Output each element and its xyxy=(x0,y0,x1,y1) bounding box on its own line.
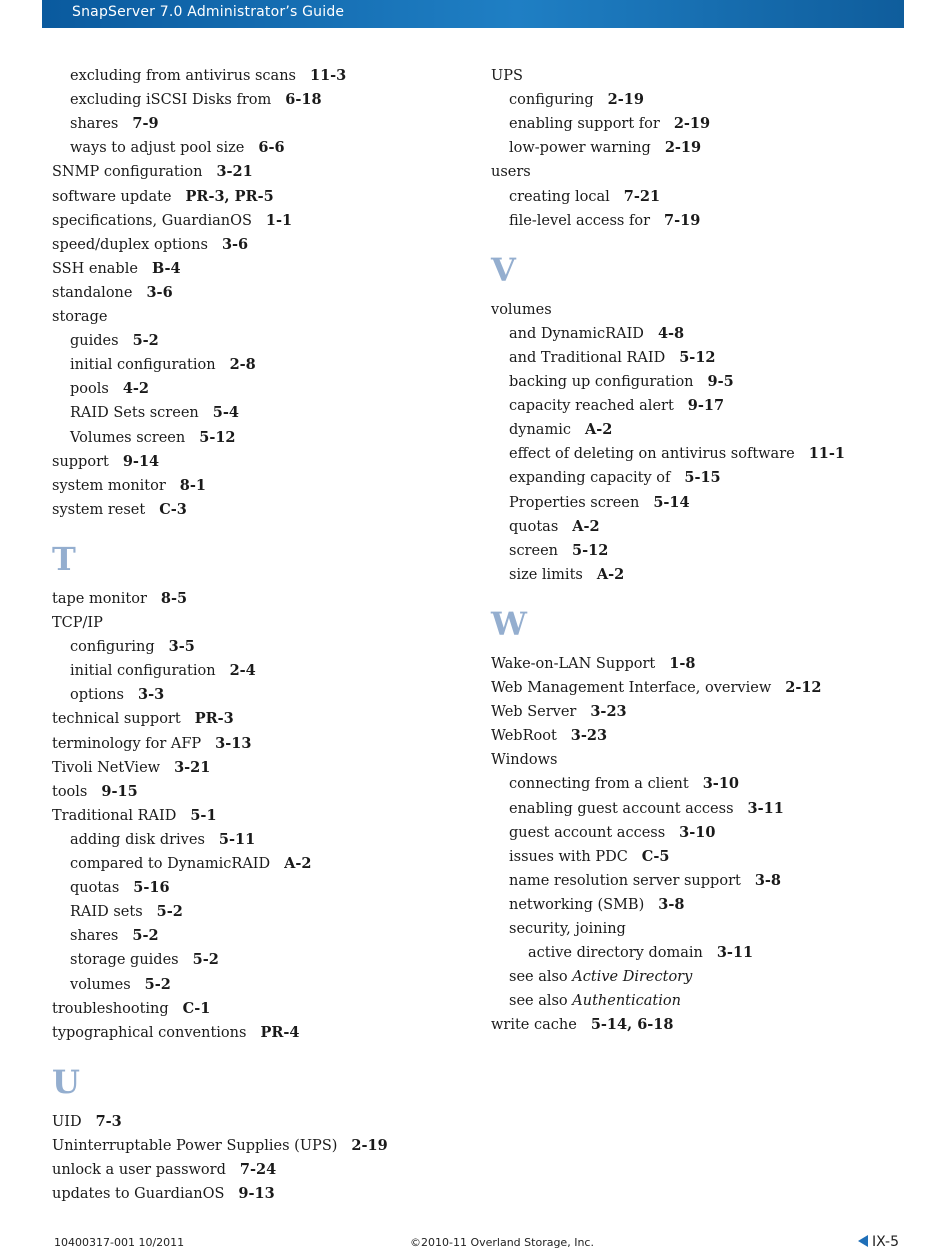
index-entry xyxy=(70,903,183,921)
index-term: tape monitor xyxy=(52,590,147,607)
page-reference[interactable]: PR-3, PR-5 xyxy=(185,187,274,205)
index-term: storage guides xyxy=(70,952,179,969)
index-entry xyxy=(70,831,255,849)
index-entry xyxy=(509,848,669,866)
index-term: ways to adjust pool size xyxy=(70,140,245,157)
index-entry xyxy=(491,727,607,745)
index-term: excluding from antivirus scans xyxy=(70,68,296,84)
page-reference[interactable]: 6-18 xyxy=(285,91,322,109)
index-term: speed/duplex options xyxy=(52,236,208,253)
page-reference[interactable]: 3-10 xyxy=(679,823,716,841)
index-entry xyxy=(509,349,716,367)
footer-doc-number: 10400317-001 10/2011 xyxy=(54,1236,185,1249)
index-entry xyxy=(509,542,608,560)
index-term: Windows xyxy=(491,752,558,769)
index-entry xyxy=(509,188,660,206)
index-term: technical support xyxy=(52,711,181,728)
page-reference[interactable]: 5-14 xyxy=(653,493,690,511)
page-reference[interactable]: 9-15 xyxy=(101,782,138,800)
index-entry xyxy=(509,824,715,842)
index-term: Volumes screen xyxy=(70,429,186,446)
index-term: size limits xyxy=(509,566,583,583)
page-reference[interactable]: 5-2 xyxy=(192,951,219,969)
index-entry xyxy=(52,710,234,728)
index-term: UPS xyxy=(491,68,523,84)
index-entry xyxy=(70,404,239,422)
page-reference[interactable]: 6-6 xyxy=(258,139,285,157)
index-term: excluding iSCSI Disks from xyxy=(70,92,272,109)
footer-page xyxy=(858,1234,899,1250)
index-entry xyxy=(52,260,181,278)
index-entry xyxy=(52,236,248,254)
index-term: pools xyxy=(70,381,109,398)
index-term: WebRoot xyxy=(491,728,557,745)
index-term: screen xyxy=(509,542,558,559)
index-entry xyxy=(509,469,721,487)
page-reference[interactable]: 2-8 xyxy=(229,356,256,374)
index-entry xyxy=(52,453,159,471)
page-reference[interactable]: A-2 xyxy=(596,565,625,583)
index-entry xyxy=(491,67,523,85)
index-term: unlock a user password xyxy=(52,1162,226,1178)
index-term: low-power warning xyxy=(509,140,651,157)
index-entry xyxy=(70,67,346,85)
page-reference[interactable]: 5-12 xyxy=(572,541,609,559)
page-reference[interactable]: 5-11 xyxy=(218,830,256,848)
page-reference[interactable]: 3-8 xyxy=(658,895,685,913)
page-reference[interactable]: 5-15 xyxy=(684,469,721,487)
index-entry xyxy=(509,800,784,818)
index-term: shares xyxy=(70,116,119,133)
header-bar xyxy=(42,0,904,28)
index-term: initial configuration xyxy=(70,357,216,374)
index-term: and Traditional RAID xyxy=(509,349,666,366)
index-term: Properties screen xyxy=(509,494,640,511)
page-reference[interactable]: 4-2 xyxy=(122,380,150,398)
index-term: creating local xyxy=(509,188,610,205)
index-entry xyxy=(70,429,236,447)
index-term: RAID sets xyxy=(70,904,143,921)
index-entry xyxy=(52,735,251,753)
section-letter: V xyxy=(491,250,516,289)
index-term: see also xyxy=(509,969,568,986)
page-reference[interactable]: A-2 xyxy=(572,517,600,535)
index-term: Wake-on-LAN Support xyxy=(491,655,656,672)
index-term: troubleshooting xyxy=(52,1000,169,1017)
page-reference[interactable]: 3-8 xyxy=(754,871,782,889)
index-term: users xyxy=(491,164,531,181)
index-term: initial configuration xyxy=(70,663,216,680)
index-term: quotas xyxy=(509,518,559,535)
page-reference[interactable]: 9-5 xyxy=(707,373,734,390)
page-reference[interactable]: 3-6 xyxy=(146,283,173,301)
index-entry xyxy=(70,879,170,897)
index-entry xyxy=(528,944,753,962)
page-reference[interactable]: 2-19 xyxy=(673,115,711,133)
index-entry xyxy=(509,566,624,584)
index-entry xyxy=(52,188,274,206)
page-reference[interactable]: 3-11 xyxy=(716,944,754,962)
index-entry xyxy=(52,783,138,801)
index-entry xyxy=(509,920,626,938)
index-term: configuring xyxy=(70,639,155,656)
page-reference[interactable]: B-4 xyxy=(151,259,181,277)
index-entry xyxy=(491,163,531,181)
index-entry xyxy=(509,518,600,536)
page-reference[interactable]: 3-21 xyxy=(216,163,253,181)
index-entry xyxy=(70,91,322,109)
index-term: issues with PDC xyxy=(509,848,628,865)
page-reference[interactable]: A-2 xyxy=(284,855,312,872)
page-reference[interactable]: 4-8 xyxy=(657,324,685,342)
index-entry xyxy=(52,477,206,495)
header-title: SnapServer 7.0 Administrator’s Guide xyxy=(72,4,345,20)
page-reference[interactable]: PR-3 xyxy=(194,710,234,728)
index-term: networking (SMB) xyxy=(509,896,645,913)
index-entry xyxy=(509,775,739,793)
page-reference[interactable]: 2-19 xyxy=(351,1136,388,1154)
index-entry xyxy=(509,115,710,133)
page-reference[interactable]: 5-1 xyxy=(190,806,217,824)
index-term: system reset xyxy=(52,501,146,518)
page-reference[interactable]: 3-10 xyxy=(702,775,740,793)
index-entry xyxy=(52,759,210,777)
index-entry xyxy=(491,751,558,769)
page-reference[interactable]: 3-13 xyxy=(215,734,252,752)
section-letter: U xyxy=(52,1062,80,1101)
index-term: storage xyxy=(52,309,108,325)
index-term: volumes xyxy=(491,301,552,318)
index-term: adding disk drives xyxy=(70,831,205,848)
index-term: Traditional RAID xyxy=(52,807,177,824)
index-entry xyxy=(70,332,159,350)
index-entry xyxy=(52,284,173,302)
index-entry xyxy=(509,968,692,986)
index-term: terminology for AFP xyxy=(52,735,202,752)
page-reference[interactable]: 5-2 xyxy=(144,975,171,993)
index-term: dynamic xyxy=(509,422,571,439)
page-reference[interactable]: 5-12 xyxy=(199,428,236,446)
index-entry xyxy=(70,139,285,157)
index-entry xyxy=(491,301,552,319)
index-entry xyxy=(70,115,159,133)
index-entry xyxy=(52,212,292,230)
index-entry xyxy=(70,976,171,994)
index-entry xyxy=(52,1113,122,1131)
index-entry xyxy=(509,896,684,914)
index-term: enabling support for xyxy=(509,116,660,133)
index-term: configuring xyxy=(509,92,594,109)
index-entry xyxy=(70,927,159,945)
index-term: volumes xyxy=(70,976,131,993)
index-term: capacity reached alert xyxy=(509,398,674,415)
index-entry xyxy=(52,614,103,632)
index-term: support xyxy=(52,453,109,470)
index-entry xyxy=(70,686,164,704)
page-reference[interactable]: A-2 xyxy=(584,421,613,439)
index-term: file-level access for xyxy=(509,212,651,229)
index-term: see also xyxy=(509,993,568,1010)
index-entry xyxy=(70,638,195,656)
page-reference[interactable]: 7-21 xyxy=(623,187,661,205)
page-reference[interactable]: 1-1 xyxy=(265,211,293,229)
index-term: guides xyxy=(70,333,119,350)
see-also-term: Authentication xyxy=(572,993,681,1010)
page-reference[interactable]: 3-6 xyxy=(221,235,249,253)
index-term: software update xyxy=(52,188,172,205)
page-reference[interactable]: 7-24 xyxy=(239,1161,277,1178)
index-term: quotas xyxy=(70,880,120,897)
index-entry xyxy=(491,679,822,697)
page-reference[interactable]: 7-9 xyxy=(132,115,159,133)
index-term: guest account access xyxy=(509,824,666,841)
index-term: TCP/IP xyxy=(52,615,103,631)
index-entry xyxy=(509,91,644,109)
index-entry xyxy=(52,807,217,825)
index-term: connecting from a client xyxy=(509,776,689,793)
index-entry xyxy=(509,445,845,463)
page-reference[interactable]: 5-2 xyxy=(156,903,183,921)
page-reference[interactable]: 5-12 xyxy=(679,348,716,366)
page-reference[interactable]: 11-1 xyxy=(808,445,846,463)
page-reference[interactable]: 5-16 xyxy=(133,879,170,897)
index-term: security, joining xyxy=(509,921,626,937)
index-term: enabling guest account access xyxy=(509,800,734,817)
index-term: UID xyxy=(52,1113,82,1130)
index-entry xyxy=(491,655,695,673)
index-term: Tivoli NetView xyxy=(52,759,161,776)
page-reference[interactable]: 2-19 xyxy=(664,139,702,157)
page-reference[interactable]: 8-1 xyxy=(179,476,206,494)
index-entry xyxy=(509,872,781,890)
index-entry xyxy=(52,501,187,519)
page-reference[interactable]: 9-14 xyxy=(122,452,160,470)
index-term: Web Server xyxy=(491,704,577,721)
index-term: compared to DynamicRAID xyxy=(70,856,271,872)
page-reference[interactable]: 5-2 xyxy=(132,927,159,945)
index-entry xyxy=(52,1185,275,1203)
index-term: typographical conventions xyxy=(52,1024,247,1041)
index-entry xyxy=(52,308,107,326)
index-entry xyxy=(52,1137,388,1155)
index-term: specifications, GuardianOS xyxy=(52,212,252,229)
page-reference[interactable]: 2-12 xyxy=(785,679,822,696)
page-reference[interactable]: 2-4 xyxy=(229,662,256,680)
page-reference[interactable]: 9-17 xyxy=(687,397,725,415)
index-entry xyxy=(52,1000,210,1018)
index-entry xyxy=(509,494,690,512)
index-entry xyxy=(509,139,701,157)
index-term: tools xyxy=(52,783,88,800)
triangle-left-icon xyxy=(858,1235,868,1247)
index-term: name resolution server support xyxy=(509,872,741,889)
index-term: Uninterruptable Power Supplies (UPS) xyxy=(52,1137,338,1154)
page-reference[interactable]: C-1 xyxy=(182,999,211,1017)
index-entry xyxy=(509,325,684,343)
page-reference[interactable]: 7-3 xyxy=(95,1112,122,1130)
page-reference[interactable]: 3-23 xyxy=(590,703,627,721)
see-also-term: Active Directory xyxy=(572,969,693,986)
footer-page-number: IX-5 xyxy=(872,1234,899,1250)
index-term: active directory domain xyxy=(528,945,703,962)
index-term: expanding capacity of xyxy=(509,470,671,487)
index-term: backing up configuration xyxy=(509,374,694,390)
index-entry xyxy=(509,397,724,415)
page-reference[interactable]: C-3 xyxy=(159,500,187,518)
footer-copyright: ©2010-11 Overland Storage, Inc. xyxy=(410,1236,594,1249)
index-entry xyxy=(509,212,700,230)
page-reference[interactable]: 3-11 xyxy=(747,799,784,817)
index-entry xyxy=(52,590,187,608)
index-term: shares xyxy=(70,928,119,945)
index-entry xyxy=(509,421,612,439)
index-entry xyxy=(52,1161,276,1179)
index-entry xyxy=(52,163,253,181)
index-entry xyxy=(491,703,627,721)
page-reference[interactable]: 7-19 xyxy=(664,211,701,229)
index-term: system monitor xyxy=(52,477,166,494)
index-entry xyxy=(509,373,734,391)
index-term: and DynamicRAID xyxy=(509,325,644,342)
page-reference[interactable]: 1-8 xyxy=(669,654,696,672)
page-reference[interactable]: 9-13 xyxy=(238,1185,275,1203)
index-entry xyxy=(52,1024,300,1042)
index-term: standalone xyxy=(52,284,133,301)
page-reference[interactable]: 5-14, 6-18 xyxy=(590,1016,674,1034)
index-entry xyxy=(70,356,256,374)
index-term: SNMP configuration xyxy=(52,164,203,181)
index-term: options xyxy=(70,687,124,704)
index-term: effect of deleting on antivirus software xyxy=(509,446,795,463)
page-reference[interactable]: 5-4 xyxy=(212,404,239,422)
index-term: RAID Sets screen xyxy=(70,405,199,422)
index-term: SSH enable xyxy=(52,260,138,277)
index-term: updates to GuardianOS xyxy=(52,1186,225,1203)
page-reference[interactable]: 3-23 xyxy=(570,727,608,745)
index-term: Web Management Interface, overview xyxy=(491,680,772,696)
page-reference[interactable]: 8-5 xyxy=(160,589,188,607)
index-entry xyxy=(509,992,681,1010)
index-entry xyxy=(70,662,256,680)
index-term: write cache xyxy=(491,1017,577,1034)
page-reference[interactable]: 2-19 xyxy=(607,91,644,109)
index-entry xyxy=(491,1016,673,1034)
page-reference[interactable]: PR-4 xyxy=(260,1023,300,1041)
page-reference[interactable]: 5-2 xyxy=(132,332,159,350)
page-reference[interactable]: C-5 xyxy=(641,847,670,865)
section-letter: W xyxy=(491,604,527,643)
index-entry xyxy=(70,951,219,969)
section-letter: T xyxy=(52,539,76,578)
page-reference[interactable]: 11-3 xyxy=(309,67,347,84)
index-entry xyxy=(70,855,312,873)
page-reference[interactable]: 3-3 xyxy=(138,686,165,704)
page-reference[interactable]: 3-21 xyxy=(174,758,211,776)
index-entry xyxy=(70,380,149,398)
page-reference[interactable]: 3-5 xyxy=(168,638,195,656)
